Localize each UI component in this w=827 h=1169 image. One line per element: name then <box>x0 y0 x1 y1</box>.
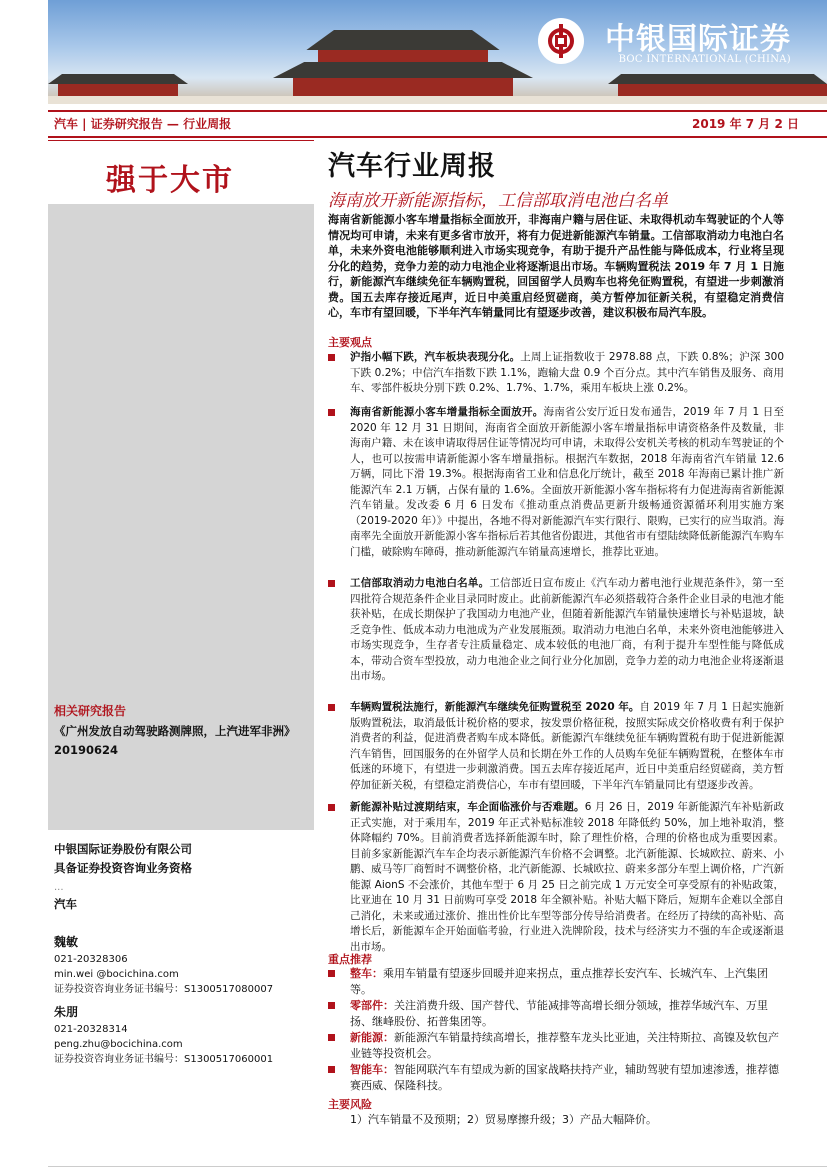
bullet-square-icon <box>328 1034 335 1041</box>
left-sidebar <box>48 140 314 1169</box>
analyst-name: 魏敏 <box>54 935 79 949</box>
company-name: 中银国际证券股份有限公司 <box>54 842 192 856</box>
footer-divider <box>48 1166 827 1167</box>
report-subtitle: 海南放开新能源指标，工信部取消电池白名单 <box>328 191 668 211</box>
rec-body: 乘用车销量有望逐步回暖并迎来拐点，重点推荐长安汽车、长城汽车、上汽集团等。 <box>350 967 768 996</box>
bullet-body: 6 月 26 日，2019 年新能源汽车补贴新政正式实施，对于乘用车，2019 年正式补贴标准较 2018 年降低约 50%，加上地补取消，整体降幅约 70%。目前消费者选择新能源车时，除了理性价格，合理的价格也成为重要因素。目前多家新能源汽车车企均表示新能源汽车价格不会调整。北汽新能源、长城欧拉、蔚来、小鹏、威马等厂商暂时不调整价格，北汽新能源、长城欧拉、蔚来多部分车型上调价格，广汽新能源 AionS 不会涨价，其他车型于 6 月 25 日之前完成 1 万元安全可享受原有的补贴政策，比亚迪在 10 月 31 日前购可享受 2018 年全额补贴。补贴大幅下降后，短期车企难以全部自己消化，未来或通过涨价、推出性价比车型等部分传导给消费者。在经历了持续的高补贴、高增长后，新能源车企开始面临考验，行业进入洗牌阶段，技术与经济实力不强的车企或逐渐退出市场。 <box>350 801 785 953</box>
rec-head: 零部件： <box>350 999 394 1012</box>
logo-subtext: BOC INTERNATIONAL (CHINA) <box>618 54 791 65</box>
list-item <box>328 700 784 793</box>
analyst-name: 朱朋 <box>54 1005 79 1019</box>
sector-label: 汽车 <box>54 897 77 911</box>
related-reports-title: 相关研究报告 <box>54 704 127 718</box>
report-title: 汽车行业周报 <box>328 151 496 182</box>
courtyard <box>48 96 827 104</box>
bullet-square-icon <box>328 704 335 711</box>
company-sub: ... <box>54 882 64 893</box>
analyst-phone: 021-20328314 <box>54 1024 128 1035</box>
bullet-body: 海南省公安厅近日发布通告，2019 年 7 月 1 日至 2020 年 12 月 31 日期间，海南省全面放开新能源小客车增量指标申请资格条件及数量，非海南户籍、未在该申请取得居住证等情况均可申请，未取得公安机关考核的机动车驾驶证的个人，也可以按需申请新能源小客车增量指标。根据汽车数据，2018 年海南省汽车销量 12.6 万辆，同比下滑 19.3%。根据海南省工业和信息化厅统计，截至 2018 年海南已累计推广新能源汽车 2.1 万辆，占保有量的 1.6%。全面放开新能源小客车指标将有力促进海南省新能源汽车销量。发改委 6 月 6 日发布《推动重点消费品更新升级畅通资源循环利用实施方案（2019-2020 年）》中提出，各地不得对新能源汽车实行限行、限购，已实行的应当取消。海南率先全面放开新能源小客车指标后若其他省份跟进，其他省市有望陆续降低新能源汽车购车门槛，破除购车障碍，推动新能源汽车销量高速增长，推荐比亚迪。 <box>350 406 785 558</box>
list-item <box>328 405 784 560</box>
company-info <box>54 840 192 878</box>
list-item <box>328 998 784 1030</box>
rec-body: 智能网联汽车有望成为新的国家战略扶持产业，辅助驾驶有望加速渗透，推荐德赛西威、保隆科技。 <box>350 1063 779 1092</box>
list-item <box>328 576 784 685</box>
list-item <box>328 350 784 397</box>
bullet-head: 车辆购置税法施行，新能源汽车继续免征购置税至 2020 年。 <box>350 701 640 713</box>
bullet-square-icon <box>328 580 335 587</box>
rec-body: 关注消费升级、国产替代、节能减排等高增长细分领域，推荐华域汽车、万里扬、继峰股份、拓普集团等。 <box>350 999 768 1028</box>
logo-text: 中银国际证券 <box>605 22 791 57</box>
bullet-square-icon <box>328 970 335 977</box>
bullet-square-icon <box>328 1002 335 1009</box>
analyst-license: 证券投资咨询业务证书编号：S1300517080007 <box>54 984 274 995</box>
rec-head: 新能源： <box>350 1031 394 1044</box>
list-item <box>328 800 784 955</box>
header-banner <box>48 0 827 104</box>
analyst-card <box>54 932 273 997</box>
list-item <box>328 1062 784 1094</box>
analyst-email[interactable]: peng.zhu@bocichina.com <box>54 1039 183 1050</box>
palace-roof-lower <box>273 62 533 78</box>
bullet-square-icon <box>328 804 335 811</box>
bullet-head: 沪指小幅下跌，汽车板块表现分化。 <box>350 351 521 363</box>
bullet-head: 工信部取消动力电池白名单。 <box>350 577 490 589</box>
related-report-link[interactable]: 《广州发放自动驾驶路测牌照，上汽进军非洲》20190624 <box>54 724 296 757</box>
list-item <box>328 1030 784 1062</box>
rec-head: 整车： <box>350 967 383 980</box>
report-date: 2019 年 7 月 2 日 <box>692 117 799 131</box>
risk-text: 1）汽车销量不及预期；2）贸易摩擦升级；3）产品大幅降价。 <box>350 1113 657 1126</box>
side-wall-left <box>58 84 178 96</box>
palace-lower-wall <box>293 78 513 96</box>
side-wall-right <box>618 84 827 96</box>
rec-head: 智能车： <box>350 1063 394 1076</box>
bullet-body: 工信部近日宣布废止《汽车动力蓄电池行业规范条件》，第一至四批符合规范条件企业目录同时废止。此前新能源汽车必须搭载符合条件企业目录的电池才能获补贴，在成长期保护了我国动力电池产业，但随着新能源汽车销量快速增长与补贴退坡，缺乏竞争性、低成本动力电池成为产业发展瓶颈。取消动力电池白名单，未来外资电池能够进入市场实现竞争，生存者专注质量稳定、成本较低的电池厂商，有利于提升车型性能与降低成本，带动合资车型投放，动力电池企业之间行业分化加剧，竞争力差的动力电池企业将逐渐退出市场。 <box>350 577 784 682</box>
company-qualification: 具备证券投资咨询业务资格 <box>54 861 192 875</box>
bullet-head: 新能源补贴过渡期结束，车企面临涨价与否难题。 <box>350 801 585 813</box>
report-category: 汽车 | 证券研究报告 — 行业周报 <box>54 117 232 131</box>
report-summary: 海南省新能源小客车增量指标全面放开，非海南户籍与居住证、未取得机动车驾驶证的个人等情况均可申请，未来有更多省市放开，将有力促进新能源汽车销量。工信部取消动力电池白名单，未来外资电池能够顺利进入市场实现竞争，有助于提升产品性能与降低成本，行业将呈现分化的趋势，竞争力差的动力电池企业将逐渐退出市场。车辆购置税法 2019 年 7 月 1 日施行，新能源汽车继续免征车辆购置税，回国留学人员购车也将免征购置税，有望进一步刺激消费。国五去库存接近尾声，近日中美重启经贸磋商，美方暂停加征新关税，有望稳定消费信心，车市有望回暖，下半年汽车销量同比有望逐步改善，建议积极布局汽车股。 <box>328 213 784 319</box>
bullet-head: 海南省新能源小客车增量指标全面放开。 <box>350 406 544 418</box>
list-item <box>328 966 784 998</box>
bullet-square-icon <box>328 409 335 416</box>
risk-item <box>328 1112 784 1128</box>
palace-roof-top <box>288 30 518 50</box>
palace-upper-wall <box>318 50 488 64</box>
analyst-card <box>54 1002 273 1067</box>
analyst-email[interactable]: min.wei @bocichina.com <box>54 969 179 980</box>
bullet-square-icon <box>328 354 335 361</box>
section-recommendations: 重点推荐 <box>328 953 372 966</box>
rec-body: 新能源汽车销量持续高增长，推荐整车龙头比亚迪，关注特斯拉、高镍及软包产业链等投资机会。 <box>350 1031 779 1060</box>
bullet-body: 自 2019 年 7 月 1 日起实施新版购置税法，取消最低计税价格的要求，按发票价格征税，按照实际成交价格收费有利于保护消费者的利益，促进消费者购车成本降低。新能源汽车继续免征车辆购置税有助于促进新能源汽车销售，回国服务的在外留学人员和长期在外工作的人员购车免征车辆购置税，在整体车市低迷的环境下，有望进一步刺激消费。国五去库存接近尾声，近日中美重启经贸磋商，美方暂停加征新关税，有望稳定消费信心，车市有望回暖，下半年汽车销量同比有望逐步改善。 <box>350 701 784 791</box>
bullet-body: 上周上证指数收于 2978.88 点，下跌 0.8%；沪深 300 下跌 0.2%；中信汽车指数下跌 1.1%，跑输大盘 0.9 个百分点。其中汽车销售及服务、商用车、零部件板块分别下跌 0.2%、1.7%、1.7%，乘用车板块上涨 0.2%。 <box>350 351 784 394</box>
section-main-views: 主要观点 <box>328 336 372 349</box>
industry-rating: 强于大市 <box>106 163 234 198</box>
section-risks: 主要风险 <box>328 1098 372 1111</box>
boc-logo-icon <box>538 18 584 64</box>
report-header-strip <box>48 110 827 138</box>
rating-box <box>48 140 314 205</box>
analyst-phone: 021-20328306 <box>54 954 128 965</box>
side-roof-left <box>48 74 188 84</box>
analyst-license: 证券投资咨询业务证书编号：S1300517060001 <box>54 1054 274 1065</box>
bullet-square-icon <box>328 1066 335 1073</box>
side-roof-right <box>608 74 827 84</box>
